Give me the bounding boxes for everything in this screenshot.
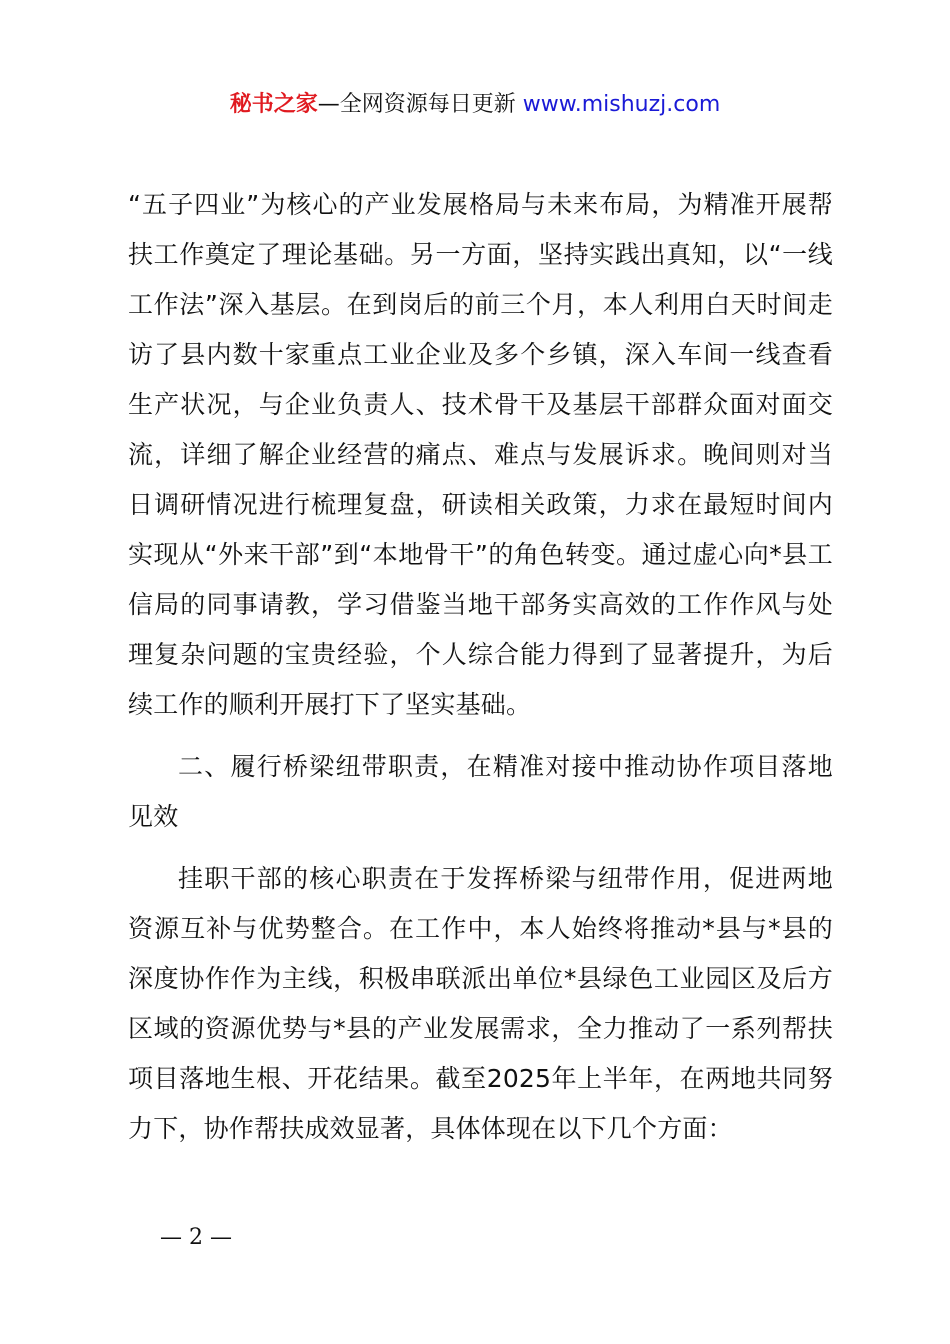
site-url-link[interactable]: www.mishuzj.com [522, 92, 721, 117]
paragraph-continued: “五子四业”为核心的产业发展格局与未来布局，为精准开展帮扶工作奠定了理论基础。另一方面，坚持实践出真知，以“一线工作法”深入基层。在到岗后的前三个月，本人利用白天时间走访了县内数十家重点工业企业及多个乡镇，深入车间一线查看生产状况，与企业负责人、技术骨干及基层干部群众面对面交流，详细了解企业经营的痛点、难点与发展诉求。晚间则对当日调研情况进行梳理复盘，研读相关政策，力求在最短时间内实现从“外来干部”到“本地骨干”的角色转变。通过虚心向*县工信局的同事请教，学习借鉴当地干部务实高效的工作作风与处理复杂问题的宝贵经验，个人综合能力得到了显著提升，为后续工作的顺利开展打下了坚实基础。 [128, 190, 833, 719]
document-body [128, 180, 833, 1154]
header-slogan: —全网资源每日更新 [317, 92, 516, 117]
page-number: — 2 — [160, 1225, 232, 1250]
brand-name: 秘书之家 [229, 92, 318, 117]
site-header [0, 88, 950, 122]
paragraph-section-intro: 挂职干部的核心职责在于发挥桥梁与纽带作用，促进两地资源互补与优势整合。在工作中，本人始终将推动*县与*县的深度协作作为主线，积极串联派出单位*县绿色工业园区及后方区域的资源优势与*县的产业发展需求，全力推动了一系列帮扶项目落地生根、开花结果。截至2025年上半年，在两地共同努力下，协作帮扶成效显著，具体体现在以下几个方面： [128, 864, 833, 1143]
section-heading: 二、履行桥梁纽带职责，在精准对接中推动协作项目落地见效 [128, 752, 833, 831]
